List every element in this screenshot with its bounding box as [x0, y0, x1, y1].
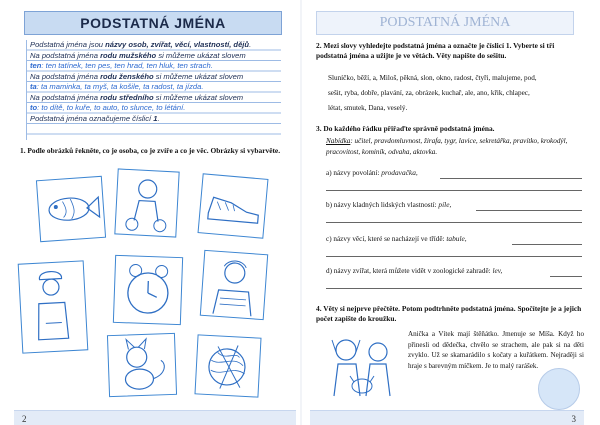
picture-sneaker [198, 173, 269, 239]
rule-emphasis: rodu středního [100, 92, 154, 102]
answer-line[interactable] [476, 210, 582, 211]
rule-text: : ten tatínek, ten pes, ten hrad, ten hluk, ten strach. [41, 61, 213, 70]
picture-boy [114, 168, 179, 237]
alarm-clock-icon [114, 256, 182, 324]
fish-icon [37, 177, 105, 241]
task-1-number: 1. [20, 146, 26, 155]
answer-line[interactable] [326, 256, 582, 257]
rule-line [27, 114, 281, 125]
picture-alarm-clock [113, 255, 183, 325]
picture-yarn [194, 334, 261, 397]
row-d-answer: lev, [492, 266, 503, 275]
rule-emphasis: rodu mužského [100, 50, 157, 60]
task-1 [20, 146, 286, 156]
rule-text: . [157, 113, 160, 123]
picture-chef [18, 260, 89, 353]
sneaker-icon [199, 174, 268, 237]
task-4-number: 4. [316, 304, 322, 313]
rule-text: si můžeme ukázat slovem [156, 50, 246, 60]
cat-icon [108, 334, 176, 396]
rule-box [26, 40, 281, 140]
row-c [326, 234, 467, 245]
rule-example-word: ten [30, 61, 42, 70]
nabidka-label: Nabídka [326, 137, 351, 145]
task-2-number: 2. [316, 41, 322, 50]
answer-line[interactable] [326, 222, 582, 223]
row-c-answer: tabule, [446, 234, 467, 243]
right-footer-bar [310, 410, 584, 425]
rule-line [27, 93, 281, 104]
answer-circle[interactable] [538, 368, 580, 410]
rule-text: Podstatná jména označujeme číslicí [30, 113, 154, 123]
nabidka-text [326, 136, 584, 158]
rule-example-word: ta [30, 82, 37, 91]
answer-line[interactable] [326, 288, 582, 289]
right-page-number: 3 [571, 414, 576, 424]
row-c-prompt: c) názvy věcí, které se nacházejí ve třídě: [326, 235, 445, 243]
row-a [326, 168, 418, 179]
word-list [328, 71, 584, 116]
yarn-ball-icon [196, 335, 261, 396]
word-line: létat, smutek, Dana, veselý. [328, 104, 408, 112]
word-line: Sluníčko, běží, a, Miloš, pěkná, slon, okno, radost, čtyři, malujeme, pod, [328, 74, 537, 82]
answer-line[interactable] [326, 190, 582, 191]
task-1-text: Podle obrázků řekněte, co je osoba, co je zvíře a co je věc. Obrázky si vybarvěte. [27, 146, 281, 155]
left-page-number: 2 [22, 414, 27, 424]
row-a-prompt: a) názvy povolání: [326, 169, 380, 177]
answer-line[interactable] [440, 178, 582, 179]
chef-icon [19, 261, 88, 352]
task-2-text: Mezi slovy vyhledejte podstatná jména a označte je číslicí 1. Vyberte si tři podstatná jména a užijte je ve větách. Věty napište do sešitu. [316, 41, 555, 60]
rule-text: Na podstatná jména [30, 71, 101, 81]
task-3-text: Do každého řádku přiřaďte správně podstatná jména. [323, 124, 495, 133]
rule-text: Na podstatná jména [30, 50, 101, 60]
rule-line [27, 40, 281, 51]
right-page [302, 0, 600, 425]
rule-example-word: to [30, 103, 38, 112]
task-2 [316, 41, 582, 61]
rule-line [27, 103, 281, 114]
task-4-text: Věty si nejprve přečtěte. Potom podtrhněte podstatná jména. Spočítejte je a jejich počet zapište do kroužku. [316, 304, 582, 323]
task-3-number: 3. [316, 124, 322, 133]
left-page-title: PODSTATNÁ JMÉNA [24, 11, 282, 35]
nabidka-list: : učitel, pravdomluvnost, žirafa, tygr, lavice, sekretářka, pravítko, krokodýl, pracovitost, kominík, odvaha, aktovka. [326, 137, 568, 156]
rule-line [27, 51, 281, 62]
rule-emphasis: názvy osob, zvířat, věcí, vlastností, dějů [105, 40, 250, 49]
answer-line[interactable] [550, 276, 582, 277]
children-with-dog-illustration [322, 330, 404, 402]
rule-text: si můžeme ukázat slovem [153, 71, 244, 81]
row-a-answer: prodavačka, [381, 168, 418, 177]
rule-text: Na podstatná jména [30, 92, 101, 102]
row-b-prompt: b) názvy kladných lidských vlastností: [326, 201, 437, 209]
rule-text: si můžeme ukázat slovem [153, 92, 244, 102]
rule-emphasis: rodu ženského [100, 71, 154, 81]
rule-emphasis: 1 [153, 113, 158, 123]
rule-text: : to dítě, to kuře, to auto, to slunce, to létání. [37, 103, 186, 112]
word-line: sešit, ryba, dobře, plavání, za, obrázek, kuchař, ale, ano, křik, chlapec, [328, 89, 530, 97]
right-page-title: PODSTATNÁ JMÉNA [316, 11, 574, 35]
rule-line [27, 72, 281, 83]
picture-boy-sweater [200, 250, 268, 320]
rule-text: Podstatná jména jsou [30, 40, 106, 49]
rule-text: : ta maminka, ta myš, ta košile, ta radost, ta jízda. [36, 82, 204, 91]
row-b-answer: píle, [438, 200, 452, 209]
rule-line [27, 82, 281, 93]
rule-text: . [249, 40, 252, 49]
row-d [326, 266, 502, 277]
task-4 [316, 304, 582, 324]
story-text: Anička a Vítek mají štěňátko. Jmenuje se Míša. Když ho přinesli od dědečka, chvělo se strachem, ale pak si na děti zvyklo. Už se skamarádilo s kočaty a kuřátkem. Nejraději si hraje s barevným míčkem. Je to malý rarášek. [408, 330, 584, 370]
boy-icon [115, 169, 178, 236]
picture-fish [36, 176, 106, 242]
left-footer-bar [14, 410, 296, 425]
rule-line [27, 61, 281, 72]
row-d-prompt: d) názvy zvířat, která můžete vidět v zoologické zahradě: [326, 267, 491, 275]
task-3 [316, 124, 582, 134]
row-b [326, 200, 451, 211]
boy-sweater-icon [201, 251, 267, 319]
answer-line[interactable] [512, 244, 582, 245]
picture-cat [107, 333, 177, 397]
